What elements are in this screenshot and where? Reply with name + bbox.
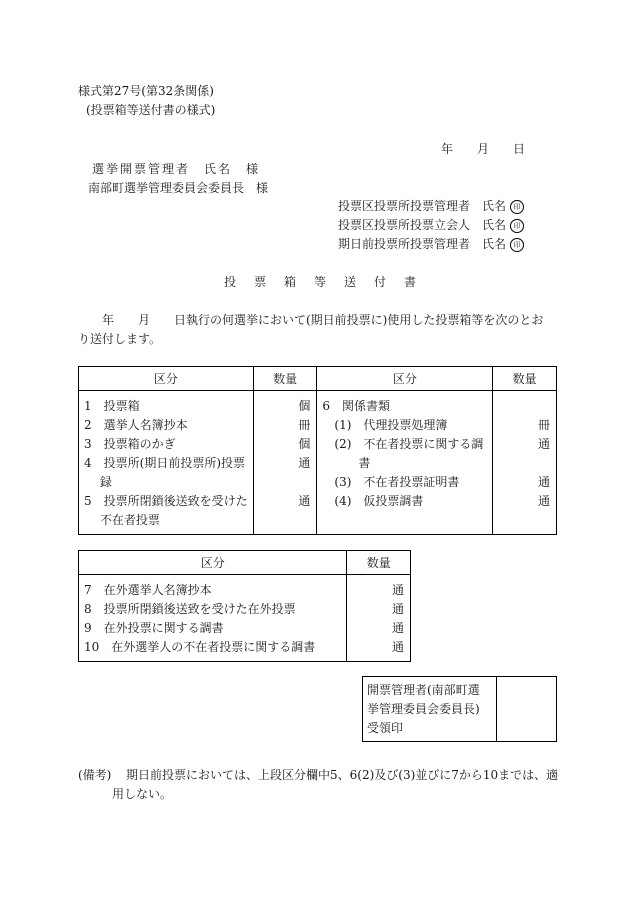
note-line-2: 用しない。: [112, 787, 173, 801]
sender-row: [338, 197, 524, 214]
table-cell: [79, 575, 347, 662]
quantity-unit: 通: [391, 621, 404, 635]
sender-role: 投票区投票所投票管理者: [338, 199, 471, 213]
sender-row: [338, 216, 524, 233]
sender-role: 期日前投票所投票管理者: [338, 237, 471, 251]
column-header: 区分: [79, 367, 254, 391]
note-label: (備考): [78, 768, 112, 782]
receipt-line: 受領印: [367, 720, 404, 735]
quantity-unit: 通: [537, 494, 550, 508]
quantity-unit: 通: [391, 583, 404, 597]
quantity-unit: [254, 473, 317, 492]
list-item: 2 選挙人名簿抄本: [84, 418, 188, 432]
date-line: 年 月 日: [441, 142, 526, 156]
seal-mark: 印: [510, 219, 524, 233]
list-item: 10 在外選挙人の不在者投票に関する調書: [84, 640, 316, 654]
items-table-overseas: [78, 550, 411, 662]
list-item: [322, 511, 492, 530]
sender-row: [338, 235, 524, 252]
document-title: 投 票 箱 等 送 付 書: [224, 275, 420, 289]
quantity-unit: 通: [298, 456, 311, 470]
receipt-seal-box: [362, 676, 557, 742]
sender-name-label: 氏名: [482, 218, 507, 232]
quantity-unit: [493, 454, 556, 473]
list-item: (4) 仮投票調書: [322, 494, 424, 508]
list-item: 1 投票箱: [84, 399, 140, 413]
list-item: 不在者投票: [84, 513, 160, 527]
quantity-unit: 個: [298, 399, 311, 413]
quantity-unit: 通: [537, 437, 550, 451]
quantity-unit: 通: [537, 475, 550, 489]
seal-area: [496, 677, 556, 742]
list-item: 9 在外投票に関する調書: [84, 621, 224, 635]
column-header: 数量: [347, 551, 411, 575]
note-line-1: 期日前投票においては、上段区分欄中5、6(2)及び(3)並びに7から10までは、適: [126, 768, 559, 782]
list-item: 4 投票所(期日前投票所)投票: [84, 456, 245, 470]
receipt-line: 挙管理委員会委員長): [367, 701, 480, 716]
table-cell: [493, 391, 557, 535]
list-item: (3) 不在者投票証明書: [322, 475, 460, 489]
addressee-2: 南部町選挙管理委員会委員長 様: [88, 181, 269, 195]
table-cell: [253, 391, 317, 535]
receipt-line: 開票管理者(南部町選: [367, 682, 480, 697]
body-line-2: り送付します。: [78, 332, 162, 346]
sender-role: 投票区投票所投票立会人: [338, 218, 471, 232]
quantity-unit: 冊: [537, 418, 550, 432]
sender-name-label: 氏名: [482, 199, 507, 213]
list-item: 6 関係書類: [322, 399, 391, 413]
table-cell: [79, 391, 254, 535]
quantity-unit: 通: [391, 602, 404, 616]
list-item: (2) 不在者投票に関する調: [322, 437, 484, 451]
seal-mark: 印: [510, 200, 524, 214]
addressee-1: 選挙開票管理者 氏名 様: [92, 162, 261, 176]
form-number: 様式第27号(第32条関係): [78, 84, 214, 98]
form-title: (投票箱等送付書の様式): [86, 103, 216, 117]
sender-name-label: 氏名: [482, 237, 507, 251]
list-item: 8 投票所閉鎖後送致を受けた在外投票: [84, 602, 296, 616]
items-table-upper: [78, 366, 557, 535]
quantity-unit: 通: [391, 640, 404, 654]
receipt-label: [363, 677, 497, 742]
column-header: 区分: [317, 367, 493, 391]
body-line-1: 年 月 日執行の何選挙において(期日前投票に)使用した投票箱等を次のとお: [78, 313, 544, 327]
list-item: (1) 代理投票処理簿: [322, 418, 448, 432]
list-item: 3 投票箱のかぎ: [84, 437, 176, 451]
list-item: 書: [322, 456, 371, 470]
quantity-unit: 通: [298, 494, 311, 508]
quantity-unit: 冊: [298, 418, 311, 432]
column-header: 数量: [253, 367, 317, 391]
quantity-unit: [254, 511, 317, 530]
table-cell: [317, 391, 493, 535]
column-header: 数量: [493, 367, 557, 391]
quantity-unit: [493, 397, 556, 416]
table-cell: [347, 575, 411, 662]
quantity-unit: 個: [298, 437, 311, 451]
seal-mark: 印: [510, 238, 524, 252]
list-item: 録: [84, 475, 112, 489]
quantity-unit: [493, 511, 556, 530]
list-item: 5 投票所閉鎖後送致を受けた: [84, 494, 248, 508]
list-item: 7 在外選挙人名簿抄本: [84, 583, 212, 597]
column-header: 区分: [79, 551, 347, 575]
